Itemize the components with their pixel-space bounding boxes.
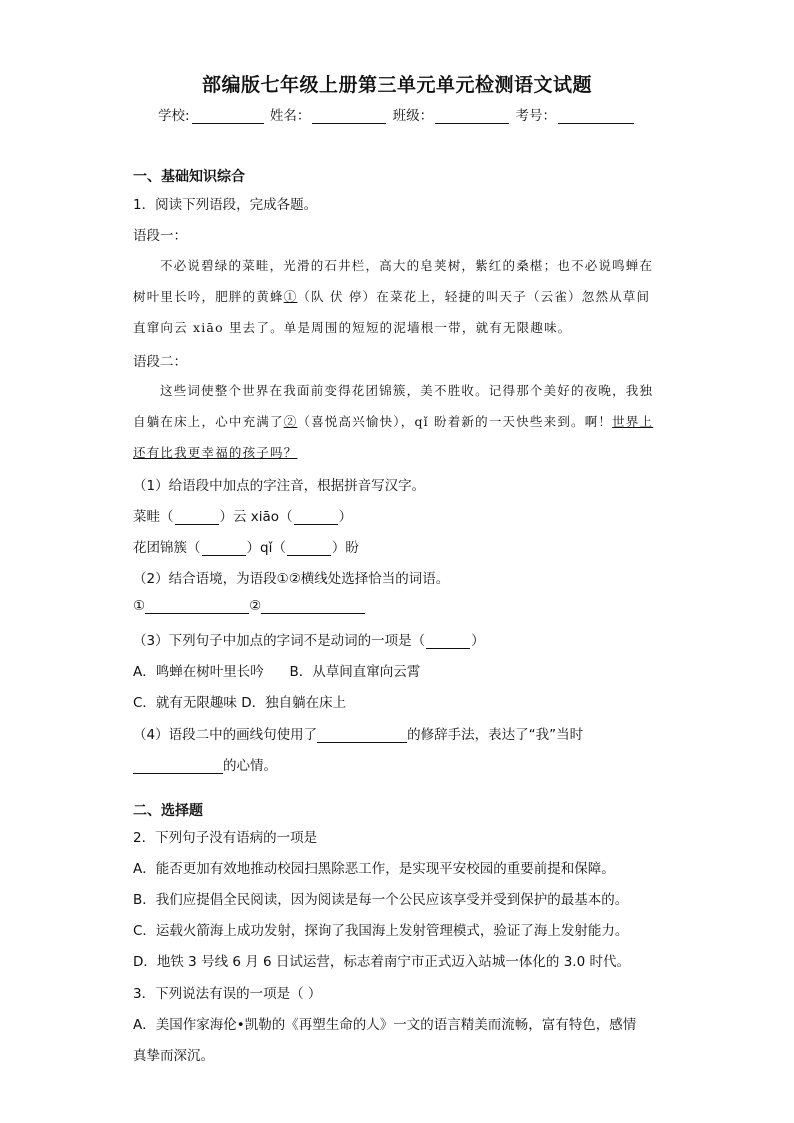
student-info-row [0, 104, 794, 124]
answer-blank[interactable] [133, 759, 223, 774]
sub-question-3-options-ab [133, 660, 420, 680]
answer-blank[interactable] [145, 599, 249, 614]
answer-blank[interactable] [287, 541, 331, 556]
passage-2-line-1: 这些词使整个世界在我面前变得花团锦簇，美不胜收。记得那个美好的夜晚，我独 [160, 383, 654, 398]
question-3-option-a-line-1: A．美国作家海伦•凯勒的《再塑生命的人》一文的语言精美而流畅，富有特色，感情 [133, 1017, 637, 1033]
answer-blank[interactable] [294, 510, 338, 525]
passage-2-line-2: 自躺在床上，心中充满了②（喜悦高兴愉快），qǐ 盼着新的一天快些来到。啊！世界上 [133, 414, 654, 429]
passage-2-label: 语段二： [133, 354, 187, 370]
sub-question-2: （2）结合语境，为语段①②横线处选择恰当的词语。 [133, 571, 450, 587]
name-blank[interactable] [312, 108, 386, 124]
underlined-sentence-part-1: 世界上 [612, 414, 654, 429]
name-label: 姓名： [269, 108, 311, 124]
answer-blank[interactable] [426, 634, 470, 649]
question-3-option-a-line-2: 真挚而深沉。 [133, 1048, 214, 1064]
blank-marker-2: ② [283, 414, 298, 429]
blank-marker-1: ① [283, 289, 298, 304]
exam-number-blank[interactable] [558, 108, 634, 124]
question-2-option-d: D．地铁 3 号线 6 月 6 日试运营，标志着南宁市正式迈入站城一体化的 3.0 时代。 [133, 954, 630, 970]
page-title: 部编版七年级上册第三单元单元检测语文试题 [201, 74, 592, 96]
exam-number-label: 考号： [515, 108, 556, 124]
underlined-sentence-part-2: 还有比我更幸福的孩子吗？ [133, 445, 298, 460]
question-2-option-b: B．我们应提倡全民阅读，因为阅读是每一个公民应该享受并受到保护的最基本的。 [133, 892, 629, 908]
sub-question-4-line-2: 的心情。 [133, 754, 277, 774]
sub-question-3-options-cd: C．就有无限趣味 D．独自躺在床上 [133, 695, 347, 711]
sub-question-3: （3）下列句子中加点的字词不是动词的一项是（ ） [133, 633, 485, 649]
school-label: 学校: [158, 108, 190, 124]
passage-1-line-2: 树叶里长吟，肥胖的黄蜂①（队 伏 停）在菜花上，轻捷的叫天子（云雀）忽然从草间 [133, 289, 651, 304]
answer-blank[interactable] [202, 541, 246, 556]
class-blank[interactable] [435, 108, 509, 124]
question-2-option-c: C．运载火箭海上成功发射，探询了我国海上发射管理模式，验证了海上发射能力。 [133, 923, 629, 939]
school-blank[interactable] [192, 108, 264, 124]
section-heading-2: 二、选择题 [133, 803, 203, 819]
answer-blank[interactable] [261, 599, 365, 614]
option-a: A．鸣蝉在树叶里长吟 [133, 664, 264, 680]
question-1: 1．阅读下列语段，完成各题。 [133, 197, 318, 213]
question-3: 3．下列说法有误的一项是（ ） [133, 986, 322, 1002]
section-heading-1: 一、基础知识综合 [133, 169, 245, 185]
passage-1-label: 语段一： [133, 228, 187, 244]
passage-1-line-3: 直窜向云 xiāo 里去了。单是周围的短短的泥墙根一带，就有无限趣味。 [133, 320, 572, 335]
sub-question-1: （1）给语段中加点的字注音，根据拼音写汉字。 [133, 478, 426, 494]
class-label: 班级： [392, 108, 434, 124]
answer-blank[interactable] [317, 728, 407, 743]
sub-question-2-answers: ① ② [133, 598, 365, 614]
question-2-option-a: A．能否更加有效地推动校园扫黑除恶工作，是实现平安校园的重要前提和保障。 [133, 861, 615, 877]
sub-question-1-line-1: 菜畦（ ）云 xiāo（ ） [133, 509, 353, 525]
question-2: 2．下列句子没有语病的一项是 [133, 830, 318, 846]
sub-question-4: （4）语段二中的画线句使用了 的修辞手法，表达了“我”当时 [133, 727, 584, 743]
passage-1-line-1: 不必说碧绿的菜畦，光滑的石井栏，高大的皂荚树，紫红的桑椹；也不必说鸣蝉在 [160, 258, 654, 273]
option-b: B．从草间直窜向云霄 [289, 664, 421, 680]
answer-blank[interactable] [175, 510, 219, 525]
sub-question-1-line-2: 花团锦簇（ ）qǐ（ ）盼 [133, 540, 359, 556]
